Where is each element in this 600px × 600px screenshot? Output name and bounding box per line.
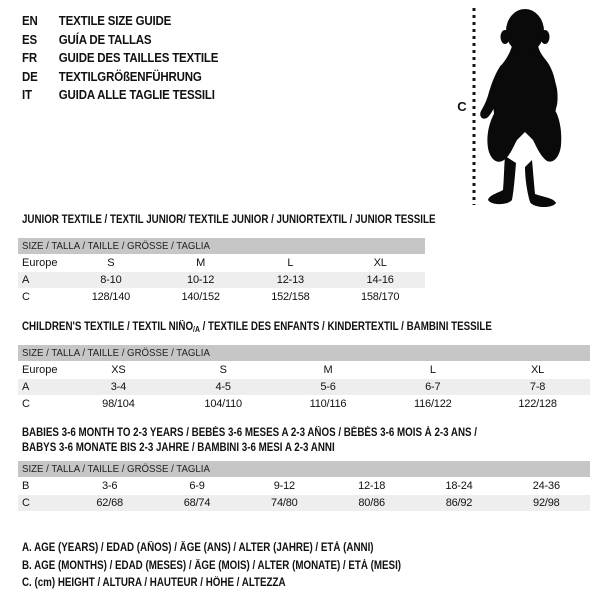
junior-size-table: [18, 238, 425, 305]
cell: 14-16: [366, 274, 394, 286]
table-row-height: [18, 289, 425, 305]
cell: L: [287, 257, 294, 269]
baby-height-figure: [452, 4, 598, 210]
language-title: GUIDA ALLE TAGLIE TESSILI: [58, 88, 215, 103]
cell: 12-18: [358, 480, 386, 492]
footnote-c-text: C. (cm) HEIGHT / ALTURA / HAUTEUR / HÖHE / ALTEZZA: [22, 577, 286, 589]
cell: 116/122: [414, 398, 452, 410]
size-header-text: SIZE / TALLA / TAILLE / GRÖSSE / TAGLIA: [22, 347, 210, 359]
cell: 3-4: [110, 381, 127, 393]
cell: 110/116: [309, 398, 347, 410]
cell: 3-6: [102, 480, 118, 492]
junior-table-title-text: JUNIOR TEXTILE / TEXTIL JUNIOR/ TEXTILE JUNIOR / JUNIORTEXTIL / JUNIOR TESSILE: [22, 214, 436, 226]
table-row-height: [18, 396, 590, 412]
cell: 128/140: [91, 291, 131, 303]
footnote-a-text: A. AGE (YEARS) / EDAD (AÑOS) / ÂGE (ANS) / ALTER (JAHRE) / ETÀ (ANNI): [22, 542, 374, 554]
language-title: GUÍA DE TALLAS: [58, 32, 152, 47]
cell: 92/98: [533, 497, 560, 509]
table-row-months: [18, 478, 590, 494]
language-code: IT: [22, 88, 32, 103]
cell: XS: [111, 364, 126, 376]
size-header-text: SIZE / TALLA / TAILLE / GRÖSSE / TAGLIA: [22, 240, 210, 252]
children-size-table: [18, 345, 590, 412]
babies-table-title: [22, 426, 590, 453]
cell: 152/158: [271, 291, 310, 303]
footnote-b: [18, 558, 590, 576]
row-label: Europe: [22, 257, 58, 269]
table-row-age: [18, 272, 425, 288]
size-header-text: SIZE / TALLA / TAILLE / GRÖSSE / TAGLIA: [22, 463, 210, 475]
size-tables-section: [18, 214, 590, 593]
cell: S: [219, 364, 227, 376]
title-pre: CHILDREN'S TEXTILE / TEXTIL NIÑO: [22, 321, 194, 333]
table-row-age: [18, 379, 590, 395]
cell: M: [323, 364, 333, 376]
cell: 18-24: [445, 480, 473, 492]
cell: L: [429, 364, 436, 376]
row-label: A: [22, 381, 30, 393]
cell: 6-7: [425, 381, 441, 393]
language-code: EN: [22, 14, 38, 29]
cell: 80/86: [358, 497, 385, 509]
baby-silhouette-icon: [452, 4, 598, 210]
cell: 62/68: [96, 497, 123, 509]
cell: 104/110: [204, 398, 242, 410]
cell: 5-6: [320, 381, 336, 393]
language-title: TEXTILGRÖßENFÜHRUNG: [58, 69, 202, 84]
footnote-b-text: B. AGE (MONTHS) / EDAD (MESES) / ÂGE (MOIS) / ALTER (MONATE) / ETÀ (MESI): [22, 559, 402, 572]
height-measure-label: C: [457, 99, 467, 114]
cell: M: [196, 257, 206, 269]
row-label: A: [22, 274, 30, 286]
table-row-height: [18, 495, 590, 511]
language-title: GUIDE DES TAILLES TEXTILE: [58, 51, 219, 66]
cell: 140/152: [181, 291, 220, 303]
children-table-title-text: [22, 321, 492, 336]
babies-size-table: [18, 461, 590, 511]
language-row-es: [22, 31, 218, 50]
title-sub: /A: [193, 325, 200, 334]
babies-table-title-line2: BABYS 3-6 MONATE BIS 2-3 JAHRE / BAMBINI 3-6 MESI A 2-3 ANNI: [22, 442, 335, 454]
babies-table-title-line1: BABIES 3-6 MONTH TO 2-3 YEARS / BEBÉS 3-6 MESES A 2-3 AÑOS / BÉBÉS 3-6 MOIS À 2-3 ANS /: [22, 427, 478, 439]
cell: XL: [531, 364, 545, 376]
table-row-europe: [18, 255, 425, 271]
language-title-list: [22, 12, 235, 105]
row-label: C: [22, 291, 30, 303]
cell: 24-36: [532, 480, 560, 492]
cell: 6-9: [189, 480, 205, 492]
cell: 8-10: [100, 274, 122, 286]
cell: XL: [373, 257, 387, 269]
cell: S: [107, 257, 115, 269]
cell: 158/170: [360, 291, 400, 303]
language-row-en: [22, 12, 218, 31]
footnote-c: [18, 575, 590, 593]
cell: 98/104: [102, 398, 135, 410]
language-row-fr: [22, 49, 218, 68]
size-header-bar: [18, 345, 590, 361]
row-label: B: [22, 480, 30, 492]
junior-table-title: [22, 214, 590, 226]
language-code: FR: [22, 51, 37, 66]
cell: 74/80: [271, 497, 298, 509]
language-code: ES: [22, 32, 37, 47]
language-code: DE: [22, 69, 38, 84]
row-label: Europe: [22, 364, 58, 376]
size-header-bar: [18, 238, 425, 254]
title-post: / TEXTILE DES ENFANTS / KINDERTEXTIL / BAMBINI TESSILE: [199, 321, 492, 333]
language-title: TEXTILE SIZE GUIDE: [58, 14, 172, 29]
baby-silhouette-shape: [480, 9, 561, 207]
row-label: C: [22, 398, 30, 410]
footnote-a: [18, 540, 590, 558]
language-row-de: [22, 68, 218, 87]
cell: 10-12: [187, 274, 215, 286]
cell: 68/74: [183, 497, 211, 509]
language-row-it: [22, 86, 218, 105]
cell: 122/128: [518, 398, 557, 410]
row-label: C: [22, 497, 30, 509]
footnotes: [18, 540, 590, 593]
cell: 12-13: [276, 274, 304, 286]
cell: 86/92: [445, 497, 473, 509]
size-header-bar: [18, 461, 590, 477]
cell: 9-12: [273, 480, 295, 492]
cell: 4-5: [215, 381, 231, 393]
table-row-europe: [18, 362, 590, 378]
children-table-title: [22, 321, 590, 333]
cell: 7-8: [529, 381, 546, 393]
